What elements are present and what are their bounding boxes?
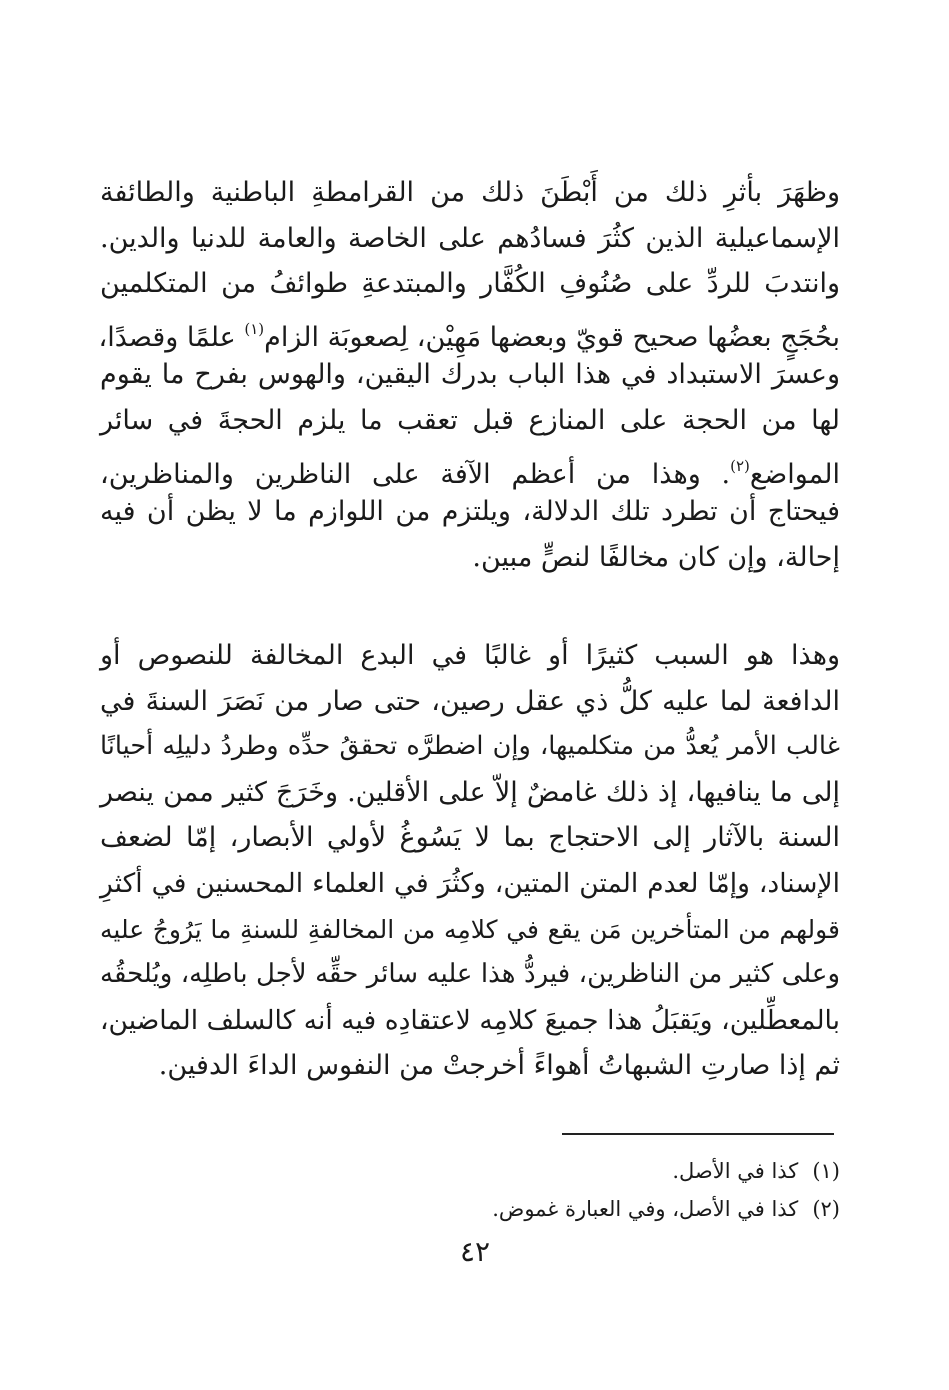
text-line: وانتدبَ للردِّ على صُنُوفِ الكُفَّار والمبتدعةِ طوائفُ من المتكلمين [100,268,840,300]
text-line: ثم إذا صارتِ الشبهاتُ أهواءً أخرجتْ من النفوس الداءَ الدفين. [158,1050,840,1082]
footnote-text: كذا في الأصل. [672,1159,799,1183]
page-number: ٤٢ [459,1235,491,1268]
paragraph-2 [100,633,840,1089]
text-line: الدافعة لما عليه كلُّ ذي عقل رصين، حتى صار من نَصَرَ السنةَ في [100,685,840,717]
text-line: غالب الأمر يُعدُّ من متكلميها، وإن اضطرَّه تحققُ حدِّه وطردُ دليلِه أحيانًا [100,731,840,762]
text-line-with-footnote-ref [100,444,840,490]
text-line: إلى ما ينافيها، إذ ذلك غامضٌ إلاّ على الأقلين. وخَرَجَ كثير ممن ينصر [100,776,840,808]
text-line: وظهَرَ بأثرِ ذلك من أَبْطَنَ ذلك من القرامطةِ الباطنية والطائفة [100,177,840,208]
text-line: وهذا هو السبب كثيرًا أو غالبًا في البدع المخالفة للنصوص أو [100,640,840,671]
text-line: بالمعطِّلين، ويَقبَلُ هذا جميعَ كلامِه لاعتقادِه فيه أنه كالسلف الماضين، [100,1004,840,1036]
text-segment: علمًا وقصدًا، [98,321,245,353]
text-line: لها من الحجة على المنازع قبل تعقب ما يلزم الحجةَ في سائر [100,404,840,436]
paragraph-1 [100,170,840,580]
footnote-separator [562,1133,834,1135]
footnote-ref-2: (٢) [730,456,750,475]
text-line-with-footnote-ref [100,307,840,353]
footnotes [300,1152,840,1228]
footnote-ref-1: (١) [244,319,265,338]
text-line: إحالة، وإن كان مخالفًا لنصٍّ مبين. [472,541,840,573]
text-line: السنة بالآثار إلى الاحتجاج بما لا يَسُوغُ لأولي الأبصار، إمّا لضعف [100,822,840,854]
footnote-number: (١) [812,1159,840,1183]
text-line: وعسرَ الاستبداد في هذا الباب بدرك اليقين، والهوس بفرح ما يقوم [100,359,840,391]
footnote-1 [300,1152,840,1190]
text-segment: بحُجَجٍ بعضُها صحيح قويّ وبعضها مَهِيْن، لِصعوبَة الزام [264,321,840,353]
text-line: وعلى كثير من الناظرين، فيردُّ هذا عليه سائر حقِّه لأجل باطلِه، ويُلحقُه [100,959,840,990]
footnote-number: (٢) [812,1197,840,1221]
text-line: الإسماعيلية الذين كثُرَ فسادُهم على الخاصة والعامة للدنيا والدين. [100,222,840,254]
text-segment: المواضع [749,458,840,490]
text-line: الإسناد، وإمّا لعدم المتن المتين، وكثُرَ في العلماء المحسنين في أكثرِ [100,867,840,899]
text-line: قولهم من المتأخرين مَن يقع في كلامِه من المخالفةِ للسنةِ ما يَرُوجُ عليه [100,914,840,944]
text-line: فيحتاج أن تطرد تلك الدلالة، ويلتزم من اللوازم ما لا يظن أن فيه [100,496,840,528]
text-segment: . وهذا من أعظم الآفة على الناظرين والمناظرين، [100,458,731,490]
footnote-2 [300,1190,840,1228]
footnote-text: كذا في الأصل، وفي العبارة غموض. [492,1197,799,1221]
